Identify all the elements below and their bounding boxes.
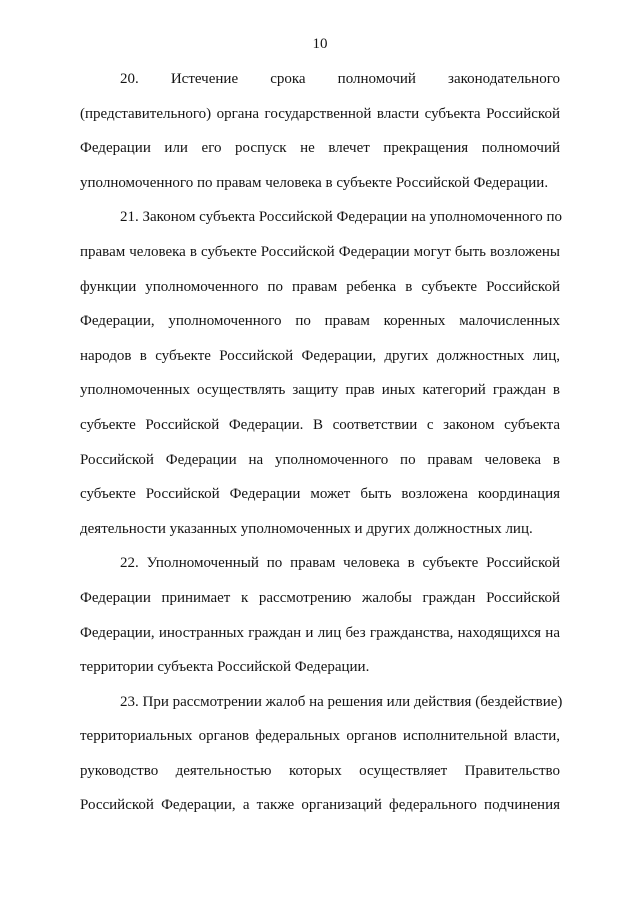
paragraph-line: Российской Федерации на уполномоченного по правам человека в xyxy=(80,451,560,468)
paragraph-line: (представительного) органа государственной власти субъекта Российской xyxy=(80,105,560,122)
paragraph-line: Российской Федерации, а также организаций федерального подчинения xyxy=(80,797,560,814)
paragraph-21 xyxy=(80,200,563,546)
paragraph-line: руководство деятельностью которых осуществляет Правительство xyxy=(80,762,560,779)
paragraph-line: Федерации принимает к рассмотрению жалобы граждан Российской xyxy=(80,589,560,606)
paragraph-line: функции уполномоченного по правам ребенка в субъекте Российской xyxy=(80,278,560,295)
paragraph-line: уполномоченных осуществлять защиту прав иных категорий граждан в xyxy=(80,382,560,399)
paragraph-line: территории субъекта Российской Федерации. xyxy=(80,659,370,676)
paragraph-line: деятельности указанных уполномоченных и других должностных лиц. xyxy=(80,520,533,537)
paragraph-line: Федерации или его роспуск не влечет прекращения полномочий xyxy=(80,140,560,157)
document-body xyxy=(80,62,563,823)
paragraph-line: Федерации, уполномоченного по правам коренных малочисленных xyxy=(80,313,560,330)
paragraph-line: 21. Законом субъекта Российской Федерации на уполномоченного по xyxy=(120,209,563,226)
paragraph-line: 22. Уполномоченный по правам человека в субъекте Российской xyxy=(120,555,560,572)
paragraph-line: правам человека в субъекте Российской Федерации могут быть возложены xyxy=(80,243,560,260)
paragraph-line: субъекте Российской Федерации. В соответствии с законом субъекта xyxy=(80,416,560,433)
paragraph-20 xyxy=(80,62,560,200)
paragraph-23 xyxy=(80,685,563,823)
paragraph-line: 20. Истечение срока полномочий законодательного xyxy=(120,71,560,87)
paragraph-line: народов в субъекте Российской Федерации, других должностных лиц, xyxy=(80,347,560,364)
paragraph-22 xyxy=(80,546,560,684)
paragraph-line: 23. При рассмотрении жалоб на решения или действия (бездействие) xyxy=(120,693,563,710)
page-number: 10 xyxy=(312,36,328,52)
paragraph-line: территориальных органов федеральных органов исполнительной власти, xyxy=(80,728,560,745)
paragraph-line: Федерации, иностранных граждан и лиц без гражданства, находящихся на xyxy=(80,624,560,641)
paragraph-line: субъекте Российской Федерации может быть возложена координация xyxy=(80,486,560,503)
paragraph-line: уполномоченного по правам человека в субъекте Российской Федерации. xyxy=(80,174,549,191)
